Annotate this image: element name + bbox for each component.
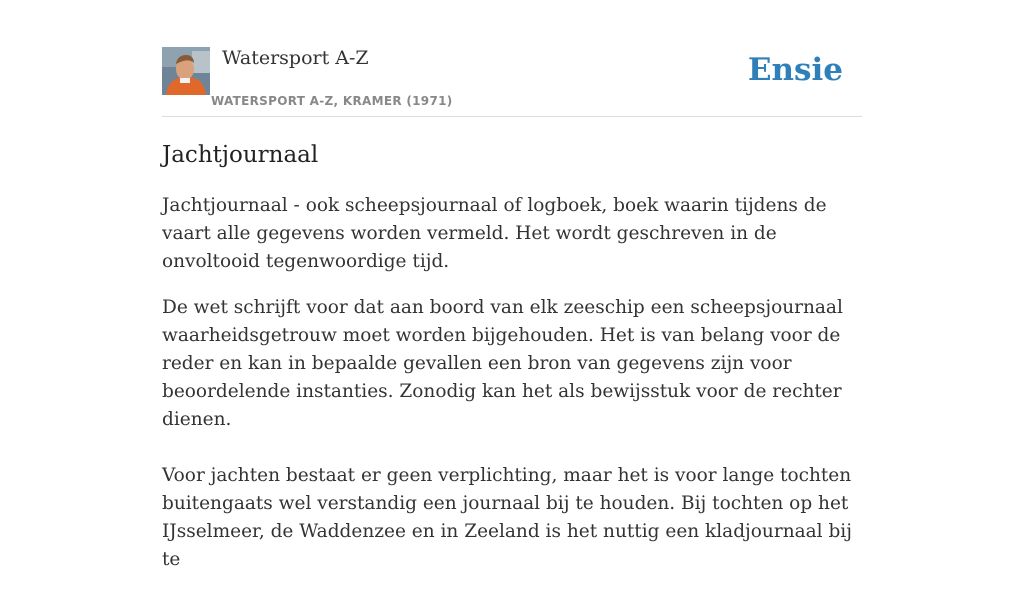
article-body (162, 192, 862, 592)
avatar-photo (162, 47, 210, 95)
ensie-logo[interactable]: Ensie (747, 52, 843, 88)
article-paragraph: De wet schrijft voor dat aan boord van elk zeeschip een scheepsjournaal waarheidsgetrouw moet worden bijgehouden. Het is van belang voor de reder en kan in bepaalde gevallen een bron van gegevens zijn voor beoordelende instanties. Zonodig kan het als bewijsstuk voor de rechter dienen. Voor jachten bestaat er geen verplichting, maar het is voor lange tochten buitengaats wel verstandig een journaal bij te houden. Bij tochten op het IJsselmeer, de Waddenzee en in Zeeland is het nuttig een kladjournaal bij te (162, 297, 852, 570)
author-avatar[interactable] (162, 47, 210, 95)
article-paragraph: Jachtjournaal - ook scheepsjournaal of logboek, boek waarin tijdens de vaart alle gegevens worden vermeld. Het wordt geschreven in de onvoltooid tegenwoordige tijd. (162, 195, 827, 272)
source-header (162, 46, 862, 117)
article-title: Jachtjournaal (162, 142, 319, 168)
source-meta: WATERSPORT A-Z, KRAMER (1971) (211, 94, 453, 108)
source-title[interactable]: Watersport A-Z (222, 47, 369, 69)
